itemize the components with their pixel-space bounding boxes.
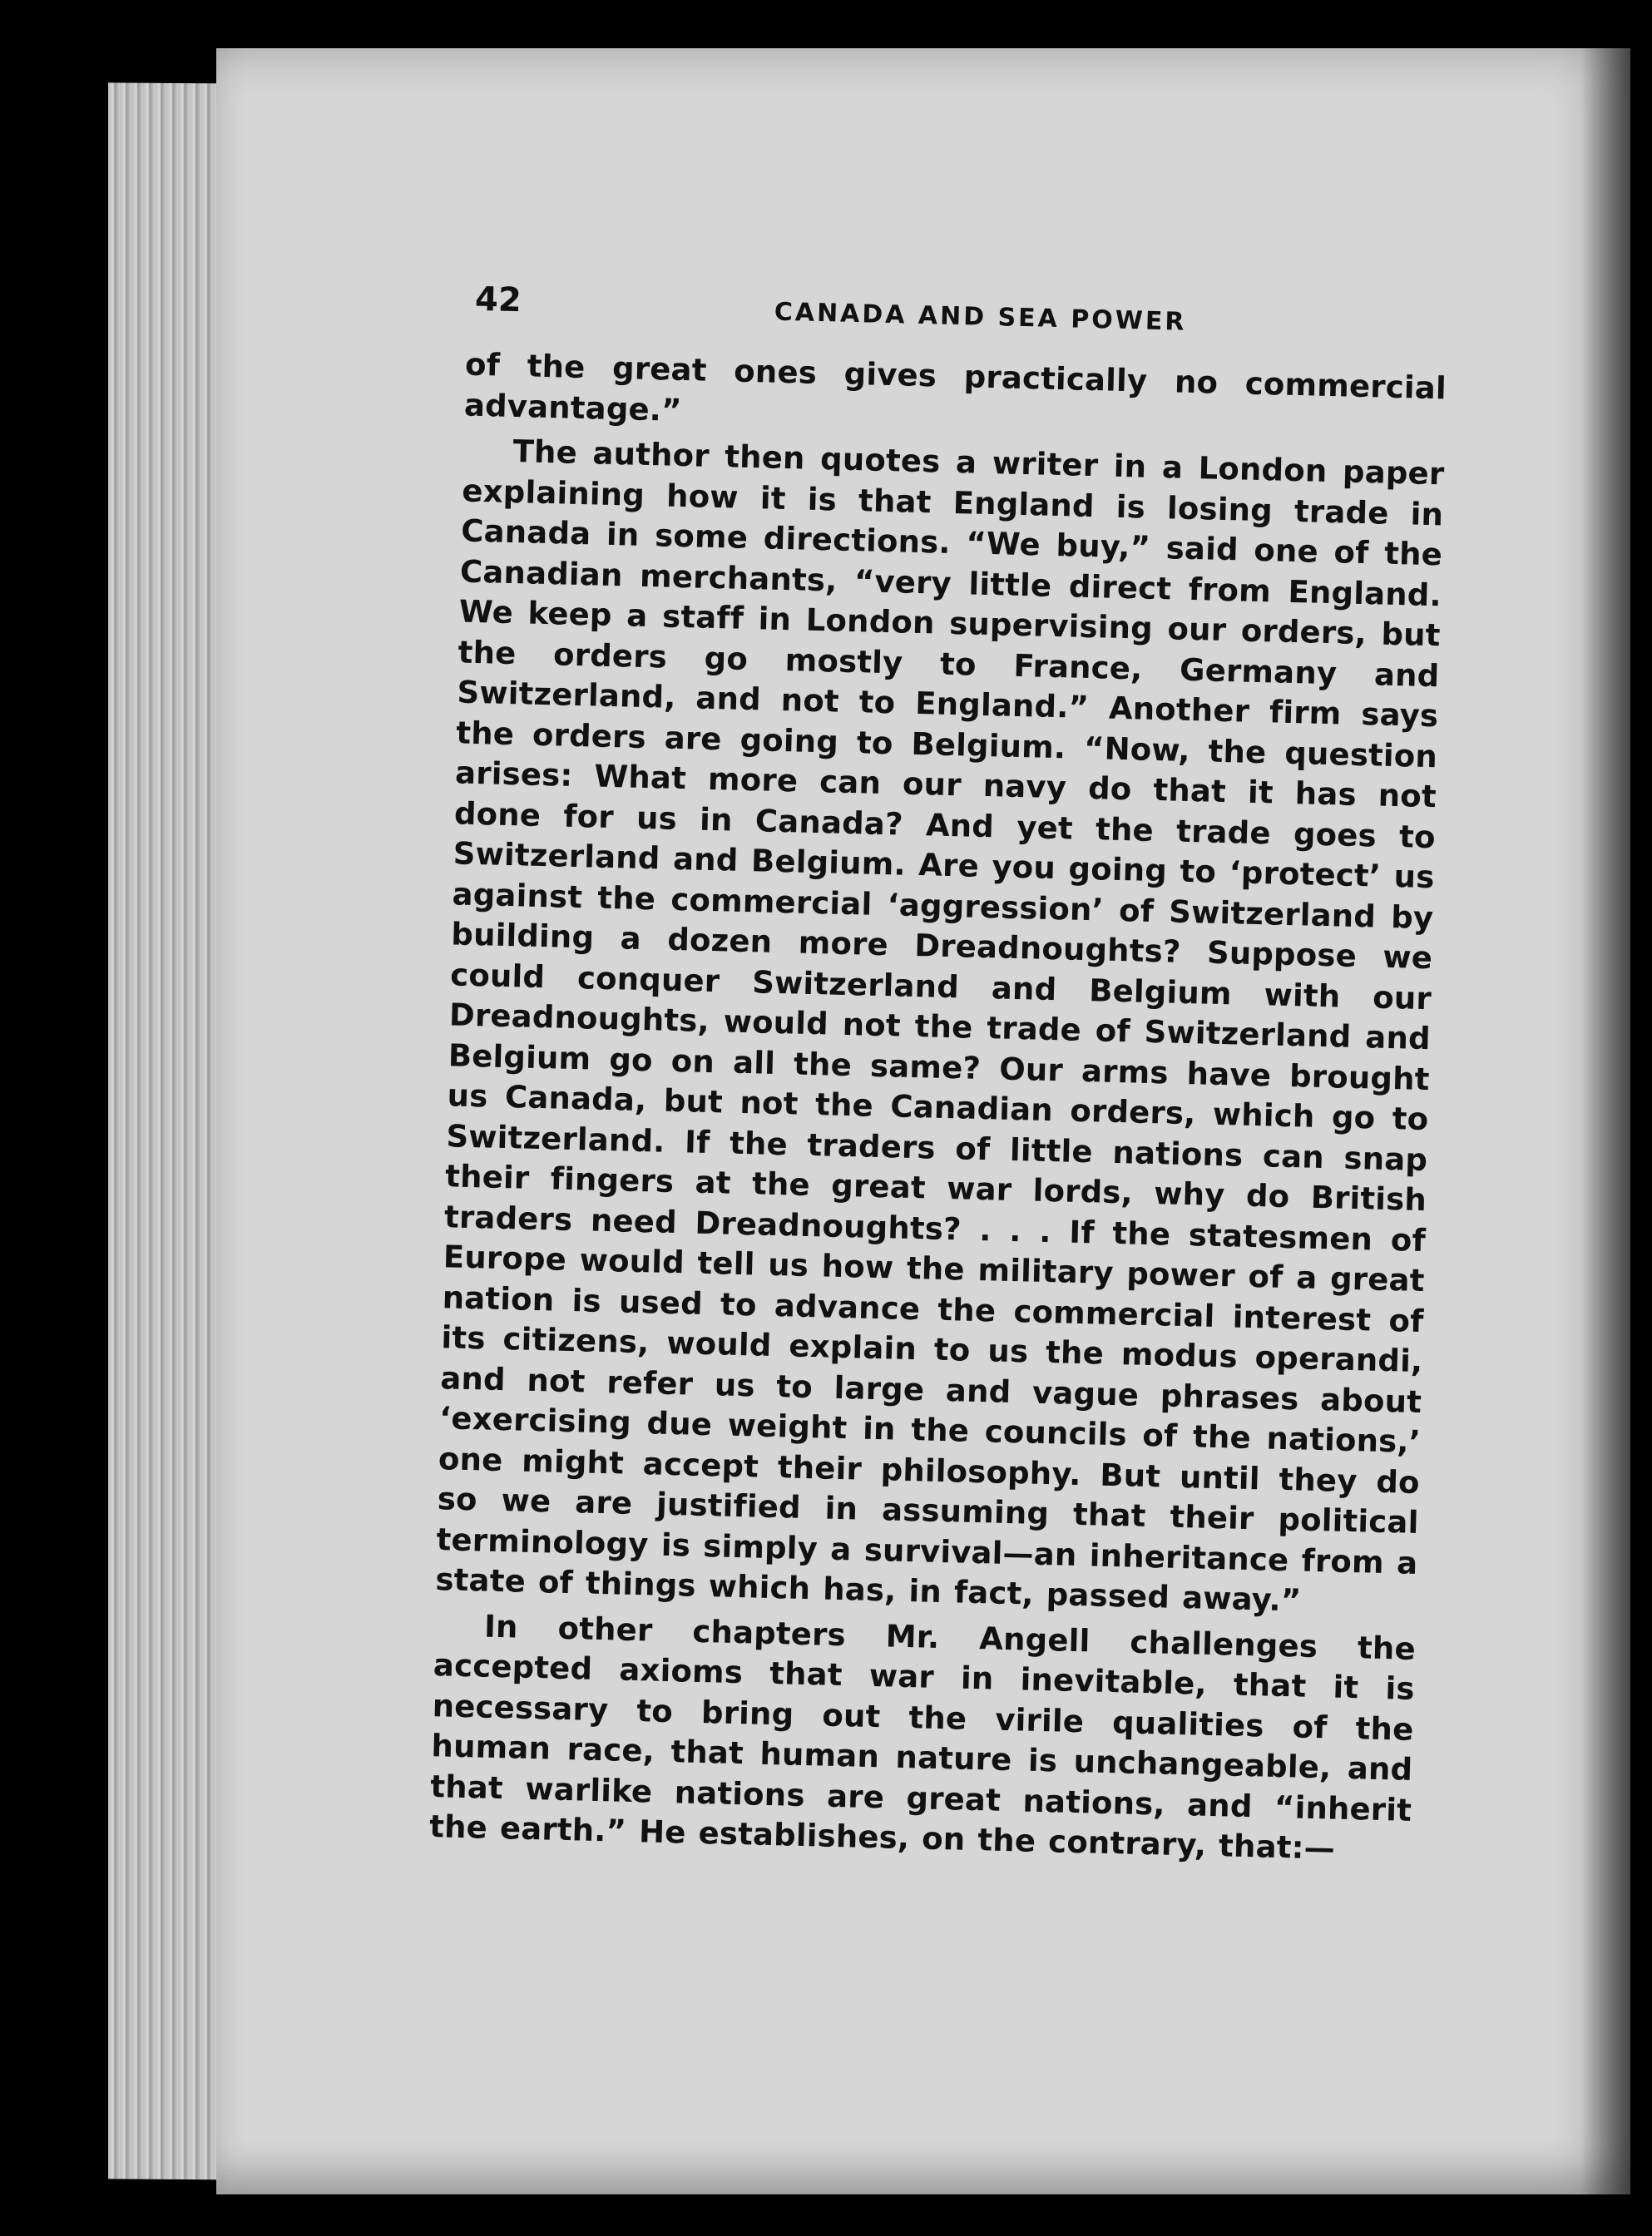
paragraph-angell: In other chapters Mr. Angell challenges the accepted axioms that war in inevitable, that it is necessary to bring out the virile qualities of the human race, that human nature is unchangeable, and that warlike nations are great nations, and “inherit the earth.” He establishes, on the contrary, that:— [428, 1608, 1417, 1867]
page-text-block [205, 266, 1474, 1872]
spine-shadow [1580, 48, 1630, 2194]
paragraph-continuation: of the great ones gives practically no commercial advantage.” [463, 346, 1447, 428]
body-text [205, 339, 1447, 1871]
page-number: 42 [474, 280, 522, 320]
paragraph-quote: The author then quotes a writer in a London paper explaining how it is that England is losing trade in Canada in some directions. “We buy,” said one of the Canadian merchants, “very little direct from England. We keep a staff in London supervising our orders, but the orders go mostly to France, Germany and Switzerland, and not to England.” Another firm says the orders are going to Belgium. “Now, the question arises: What more can our navy do that it has not done for us in Canada? And yet the trade goes to Switzerland and Belgium. Are you going to ‘protect’ us against the commercial ‘aggression’ of Switzerland by building a dozen more Dreadnoughts? Suppose we could conquer Switzerland and Belgium with our Dreadnoughts, would not the trade of Switzerland and Belgium go on all the same? Our arms have brought us Canada, but not the Canadian orders, which go to Switzerland. If the traders of little nations can snap their fingers at the great war lords, why do British traders need Dreadnoughts? . . . If the statesmen of Europe would tell us how the military power of a great nation is used to advance the commercial interest of its citizens, would explain to us the modus operandi, and not refer us to large and vague phrases about ‘exercising due weight in the councils of the nations,’ one might accept their philosophy. But until they do so we are justified in assuming that their political terminology is simply a survival—an inheritance from a state of things which has, in fact, passed away.” [434, 433, 1445, 1619]
running-head: CANADA AND SEA POWER [774, 297, 1187, 337]
